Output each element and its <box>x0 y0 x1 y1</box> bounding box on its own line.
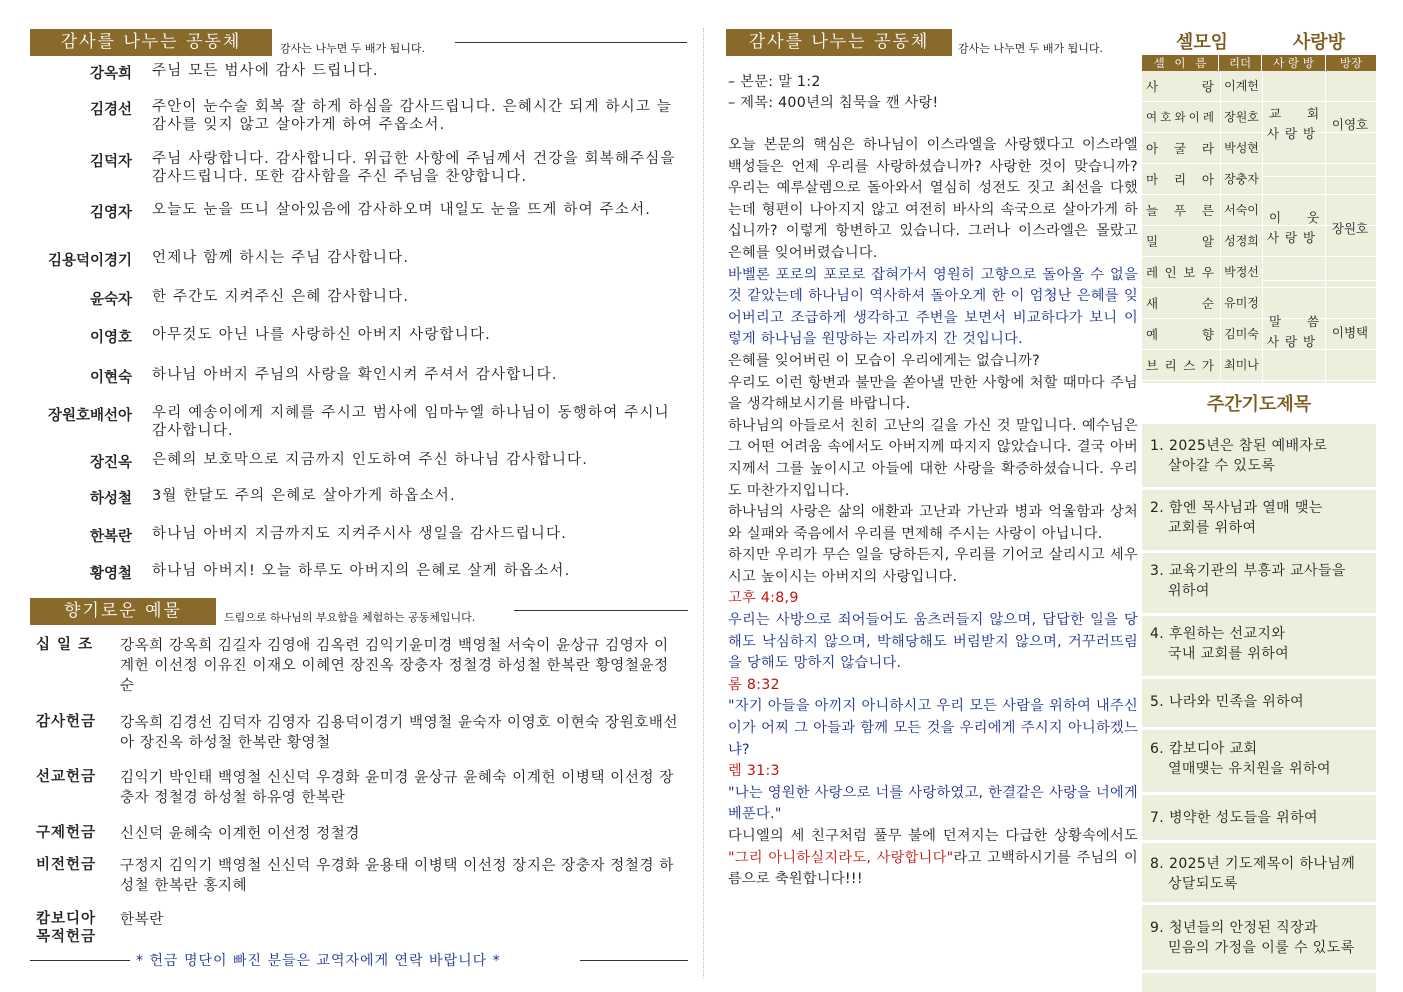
footer-rule-right <box>580 960 688 961</box>
prayer-item <box>1150 808 1372 828</box>
prayer-line: 9. 청년들의 안정된 직장과 <box>1150 920 1318 936</box>
cell-name: 예 향 <box>1146 327 1214 342</box>
prayer-separator <box>1142 613 1376 616</box>
thanks-text: 3월 한달도 주의 은혜로 살아가게 하옵소서. <box>152 488 456 504</box>
prayer-item <box>1150 739 1372 779</box>
prayer-line: 6. 캄보디아 교회 <box>1150 741 1258 757</box>
cell-leader: 김미숙 <box>1220 319 1262 350</box>
cell-name: 레 인 보 우 <box>1146 265 1214 280</box>
prayer-item <box>1150 692 1372 712</box>
prayer-separator <box>1142 970 1376 973</box>
prayer-line: 3. 교육기관의 부흥과 교사들을 <box>1150 563 1346 579</box>
prayer-separator <box>1142 727 1376 730</box>
prayer-separator <box>1142 902 1376 905</box>
offering-footer-note: * 헌금 명단이 빠진 분들은 교역자에게 연락 바랍니다 * <box>136 953 501 969</box>
offering-section-subtitle: 드림으로 하나님의 부요함을 체험하는 공동체입니다. <box>224 611 476 624</box>
sermon-title: – 제목: 400년의 침묵을 깬 사랑! <box>728 95 939 111</box>
offering-type: 십 일 조 <box>36 637 94 653</box>
offering-names: 강옥희 강옥희 김길자 김영애 김옥련 김익기윤미경 백영철 서숙이 윤상규 김영자 이계헌 이선정 이유진 이재오 이혜연 장진옥 장충자 정철경 하성철 한복란 황영철윤정순 <box>120 638 669 694</box>
offering-type: 선교헌금 <box>36 769 97 785</box>
offering-type: 캄보디아 목적헌금 <box>36 911 97 945</box>
cell-leader: 성정희 <box>1220 226 1262 257</box>
thanks-text: 우리 예송이에게 지혜를 주시고 범사에 임마누엘 하나님이 동행하여 주시니 감사합니다. <box>152 405 670 439</box>
thanks-text: 은혜의 보호막으로 지금까지 인도하여 주신 하나님 감사합니다. <box>152 452 589 468</box>
cell-leader: 장원호 <box>1220 102 1262 133</box>
sermon-passage: – 본문: 말 1:2 <box>728 74 821 90</box>
thanks-text: 오늘도 눈을 뜨니 살아있음에 감사하오며 내일도 눈을 뜨게 하여 주소서. <box>152 202 652 218</box>
sermon-section-header: 감사를 나누는 공동체 <box>726 29 952 56</box>
prayer-line: 상달되도록 <box>1168 876 1238 892</box>
cell-name: 새 순 <box>1146 296 1214 311</box>
cell-row <box>1142 350 1376 381</box>
verse-text: "자기 아들을 아끼지 아니하시고 우리 모든 사람을 위하여 내주신 이가 어찌 그 아들과 함께 모든 것을 우리에게 주시지 아니하겠느냐? <box>728 698 1138 758</box>
cell-name: 밀 알 <box>1146 234 1214 249</box>
prayer-line: 살아갈 수 있도록 <box>1168 458 1276 474</box>
offering-names: 한복란 <box>120 912 164 928</box>
offering-type: 감사헌금 <box>36 714 97 730</box>
thanks-name: 이영호 <box>89 330 132 346</box>
prayer-separator <box>1142 792 1376 795</box>
cell-row <box>1142 288 1376 319</box>
page-divider <box>703 28 704 978</box>
offering-names: 구정지 김익기 백영철 신신덕 우경화 윤용태 이병택 이선정 장지은 장충자 정철경 하성철 한복란 홍지혜 <box>120 858 674 894</box>
thanks-text: 주안이 눈수술 회복 잘 하게 하심을 감사드립니다. 은혜시간 되게 하시고 늘 감사를 잊지 않고 살아가게 하여 주옵소서. <box>152 99 673 133</box>
thanks-name: 강옥희 <box>89 66 132 82</box>
thanks-name: 김경선 <box>89 102 132 118</box>
thanks-text: 언제나 함께 하시는 주님 감사합니다. <box>152 250 410 266</box>
room-name: 말 씀 <box>1268 313 1320 329</box>
room-separator <box>1262 176 1376 177</box>
room-head: 이영호 <box>1331 116 1369 132</box>
prayer-item <box>1150 436 1372 476</box>
thanks-text: 하나님 아버지! 오늘 하루도 아버지의 은혜로 살게 하옵소서. <box>152 563 571 579</box>
cell-name: 아 굴 라 <box>1146 141 1214 156</box>
verse-text: 우리는 사방으로 죄어들어도 움츠러들지 않으며, 답답한 일을 당해도 낙심하지 않으며, 박해당해도 버림받지 않으며, 거꾸러뜨림을 당해도 망하지 않습니다. <box>728 612 1138 672</box>
col-header-head: 방장 <box>1326 55 1376 71</box>
thanks-text: 주님 사랑합니다. 감사합니다. 위급한 사항에 주님께서 건강을 회복해주심을 감사드립니다. 또한 감사함을 주신 주님을 찬양합니다. <box>152 151 676 185</box>
prayer-separator <box>1142 550 1376 553</box>
thanks-name: 황영철 <box>89 566 132 582</box>
prayer-line: 7. 병약한 성도들을 위하여 <box>1150 810 1318 826</box>
footer-rule-left <box>30 960 130 961</box>
cell-leader: 최미나 <box>1220 350 1262 381</box>
thanks-name: 하성철 <box>89 491 132 507</box>
prayer-line: 교회를 위하여 <box>1168 520 1257 536</box>
header-rule <box>455 42 687 43</box>
table-column-line <box>1262 71 1263 383</box>
closing-text: 다니엘의 세 친구처럼 풀무 불에 던져지는 다급한 상황속에서도 <box>728 828 1138 844</box>
thanks-name: 이현숙 <box>89 370 132 386</box>
prayer-item <box>1150 498 1372 538</box>
prayer-line: 믿음의 가정을 이룰 수 있도록 <box>1168 940 1355 956</box>
room-name: 사랑방 <box>1266 333 1322 349</box>
cell-row <box>1142 133 1376 164</box>
closing-text: 라고 고백하시기를 주님의 이름으로 축원합니다!!! <box>728 849 1138 888</box>
header-rule <box>514 610 688 611</box>
cell-row <box>1142 257 1376 288</box>
room-head: 장원호 <box>1331 221 1369 236</box>
prayer-line: 열매맺는 유치원을 위하여 <box>1168 761 1331 777</box>
cell-group-title: 셀모임 <box>1175 32 1229 53</box>
room-group-title: 사랑방 <box>1292 32 1346 53</box>
thanks-text: 한 주간도 지켜주신 은혜 감사합니다. <box>152 289 410 305</box>
offering-names: 신신덕 윤혜숙 이계헌 이선정 정철경 <box>120 826 360 842</box>
prayer-line: 위하여 <box>1168 583 1210 599</box>
thanks-text: 주님 모든 범사에 감사 드립니다. <box>152 63 379 79</box>
prayer-line: 2. 함엔 목사님과 열매 맺는 <box>1150 500 1323 516</box>
sermon-closing <box>728 826 1138 891</box>
cell-name: 여 호 와 이 레 <box>1146 110 1214 124</box>
prayer-separator <box>1142 840 1376 843</box>
col-header-leader: 리더 <box>1219 55 1261 71</box>
sermon-body <box>728 72 1138 891</box>
thanks-name: 장진옥 <box>89 455 132 471</box>
thanks-text: 아무것도 아닌 나를 사랑하신 아버지 사랑합니다. <box>152 327 491 343</box>
thanks-name: 한복란 <box>89 529 132 545</box>
cell-name: 마 리 아 <box>1146 172 1214 187</box>
prayer-separator <box>1142 487 1376 490</box>
room-name: 교 회 <box>1268 105 1320 121</box>
sermon-paragraph: 우리도 이런 항변과 불만을 쏟아낼 만한 사항에 처할 때마다 주님을 생각해보시기를 바랍니다. <box>728 374 1138 413</box>
cell-row <box>1142 71 1376 102</box>
thanks-text: 하나님 아버지 지금까지도 지켜주시사 생일을 감사드립니다. <box>152 526 568 542</box>
prayer-title: 주간기도제목 <box>1206 394 1312 415</box>
sermon-paragraph: 바벨론 포로의 포로로 잡혀가서 영원히 고향으로 돌아올 수 없을 것 같았는데 하나님이 역사하셔 돌아오게 한 이 엄청난 은혜를 잊어버리고 조급하게 생각하고 주변을 보면서 비교하다가 보니 이렇게 하나님을 원망하는 자리까지 간 것입니다. <box>728 266 1138 348</box>
col-header-room: 사 랑 방 <box>1262 55 1325 71</box>
thanks-section-subtitle: 감사는 나누면 두 배가 됩니다. <box>280 42 425 55</box>
closing-quote: "그리 아니하실지라도, 사랑합니다" <box>728 849 954 866</box>
prayer-line: 4. 후원하는 선교지와 <box>1150 626 1286 642</box>
verse-text: "나는 영원한 사랑으로 너를 사랑하였고, 한결같은 사랑을 너에게 베푼다." <box>728 784 1138 823</box>
offering-names: 강옥희 김경선 김덕자 김영자 김용덕이경기 백영철 윤숙자 이영호 이현숙 장원호배선아 장진옥 하성철 한복란 황영철 <box>120 715 679 751</box>
cell-row <box>1142 164 1376 195</box>
prayer-line: 8. 2025년 기도제목이 하나님께 <box>1150 856 1356 872</box>
thanks-name: 김덕자 <box>89 154 132 170</box>
sermon-paragraph: 은혜를 잊어버린 이 모습이 우리에게는 없습니까? <box>728 352 1040 369</box>
offering-type: 구제헌금 <box>36 825 97 841</box>
room-name: 사랑방 <box>1266 230 1322 245</box>
thanks-text: 하나님 아버지 주님의 사랑을 확인시켜 주셔서 감사합니다. <box>152 367 558 383</box>
thanks-section-header: 감사를 나누는 공동체 <box>30 29 272 56</box>
thanks-name: 김영자 <box>89 205 132 221</box>
cell-name: 늘 푸 른 <box>1146 203 1214 218</box>
offering-names: 김익기 박인태 백영철 신신덕 우경화 윤미경 윤상규 윤혜숙 이계헌 이병택 이선정 장충자 정철경 하성철 하유영 한복란 <box>120 770 674 806</box>
prayer-separator <box>1142 676 1376 679</box>
room-name: 이 웃 <box>1268 210 1320 225</box>
sermon-paragraph: 오늘 본문의 핵심은 하나님이 이스라엘을 사랑했다고 이스라엘 백성들은 언제 우리를 사랑하셨습니까? 사랑한 것이 맞습니까? 우리는 예루살렘으로 돌아와서 열심히 성전도 짓고 최선을 다했는데 형편이 나아지지 않고 여전히 바사의 속국으로 살아가게 하십니까? 이렇게 항변하고 있습니다. 그러나 이스라엘은 몰랐고 은혜를 잊어버렸습니다. <box>728 137 1138 261</box>
cell-leader: 이계헌 <box>1220 71 1262 102</box>
col-header-cell: 셀 이 름 <box>1142 55 1218 71</box>
verse-reference: 고후 4:8,9 <box>728 590 799 607</box>
thanks-name: 김용덕이경기 <box>47 253 132 269</box>
thanks-name: 장원호배선아 <box>47 408 132 424</box>
room-head: 이병택 <box>1331 324 1369 340</box>
prayer-line: 1. 2025년은 참된 예배자로 <box>1150 438 1328 454</box>
cell-leader: 박정선 <box>1220 257 1262 288</box>
prayer-line: 5. 나라와 민족을 위하여 <box>1150 694 1305 710</box>
cell-leader: 박성현 <box>1220 133 1262 164</box>
cell-leader: 서숙이 <box>1220 195 1262 226</box>
offering-section-header: 향기로운 예물 <box>30 598 216 625</box>
offering-type: 비전헌금 <box>36 857 97 873</box>
sermon-paragraph: 하나님의 사랑은 삶의 애환과 고난과 가난과 병과 억울함과 상처와 실패와 죽음에서 우리를 면제해 주시는 사랑이 아닙니다. <box>728 504 1138 542</box>
cell-leader: 장충자 <box>1220 164 1262 195</box>
table-column-line <box>1325 71 1326 383</box>
prayer-item <box>1150 918 1372 958</box>
prayer-item <box>1150 561 1372 601</box>
prayer-item <box>1150 624 1372 664</box>
sermon-section-subtitle: 감사는 나누면 두 배가 됩니다. <box>958 42 1103 55</box>
room-separator <box>1262 280 1376 281</box>
prayer-item <box>1150 854 1372 894</box>
cell-leader: 유미정 <box>1220 288 1262 319</box>
cell-name: 브 리 스 가 <box>1146 358 1214 373</box>
cell-name: 사 랑 <box>1146 79 1214 94</box>
sermon-paragraph: 하나님의 아들로서 친히 고난의 길을 가신 것 말입니다. 예수님은 그 어떤 어려움 속에서도 아버지께 따지지 않았습니다. 결국 아버지께서 그를 높이시고 아들에 대한 사랑을 확증하셨습니다. 우리도 마찬가지입니다. <box>728 417 1138 499</box>
verse-reference: 롬 8:32 <box>728 676 780 693</box>
thanks-name: 윤숙자 <box>89 292 132 308</box>
sermon-paragraph: 하지만 우리가 무슨 일을 당하든지, 우리를 기어코 살리시고 세우시고 높이시는 아버지의 사랑입니다. <box>728 547 1138 585</box>
prayer-line: 국내 교회를 위하여 <box>1168 646 1290 662</box>
verse-reference: 렘 31:3 <box>728 763 780 780</box>
room-name: 사랑방 <box>1266 125 1322 141</box>
